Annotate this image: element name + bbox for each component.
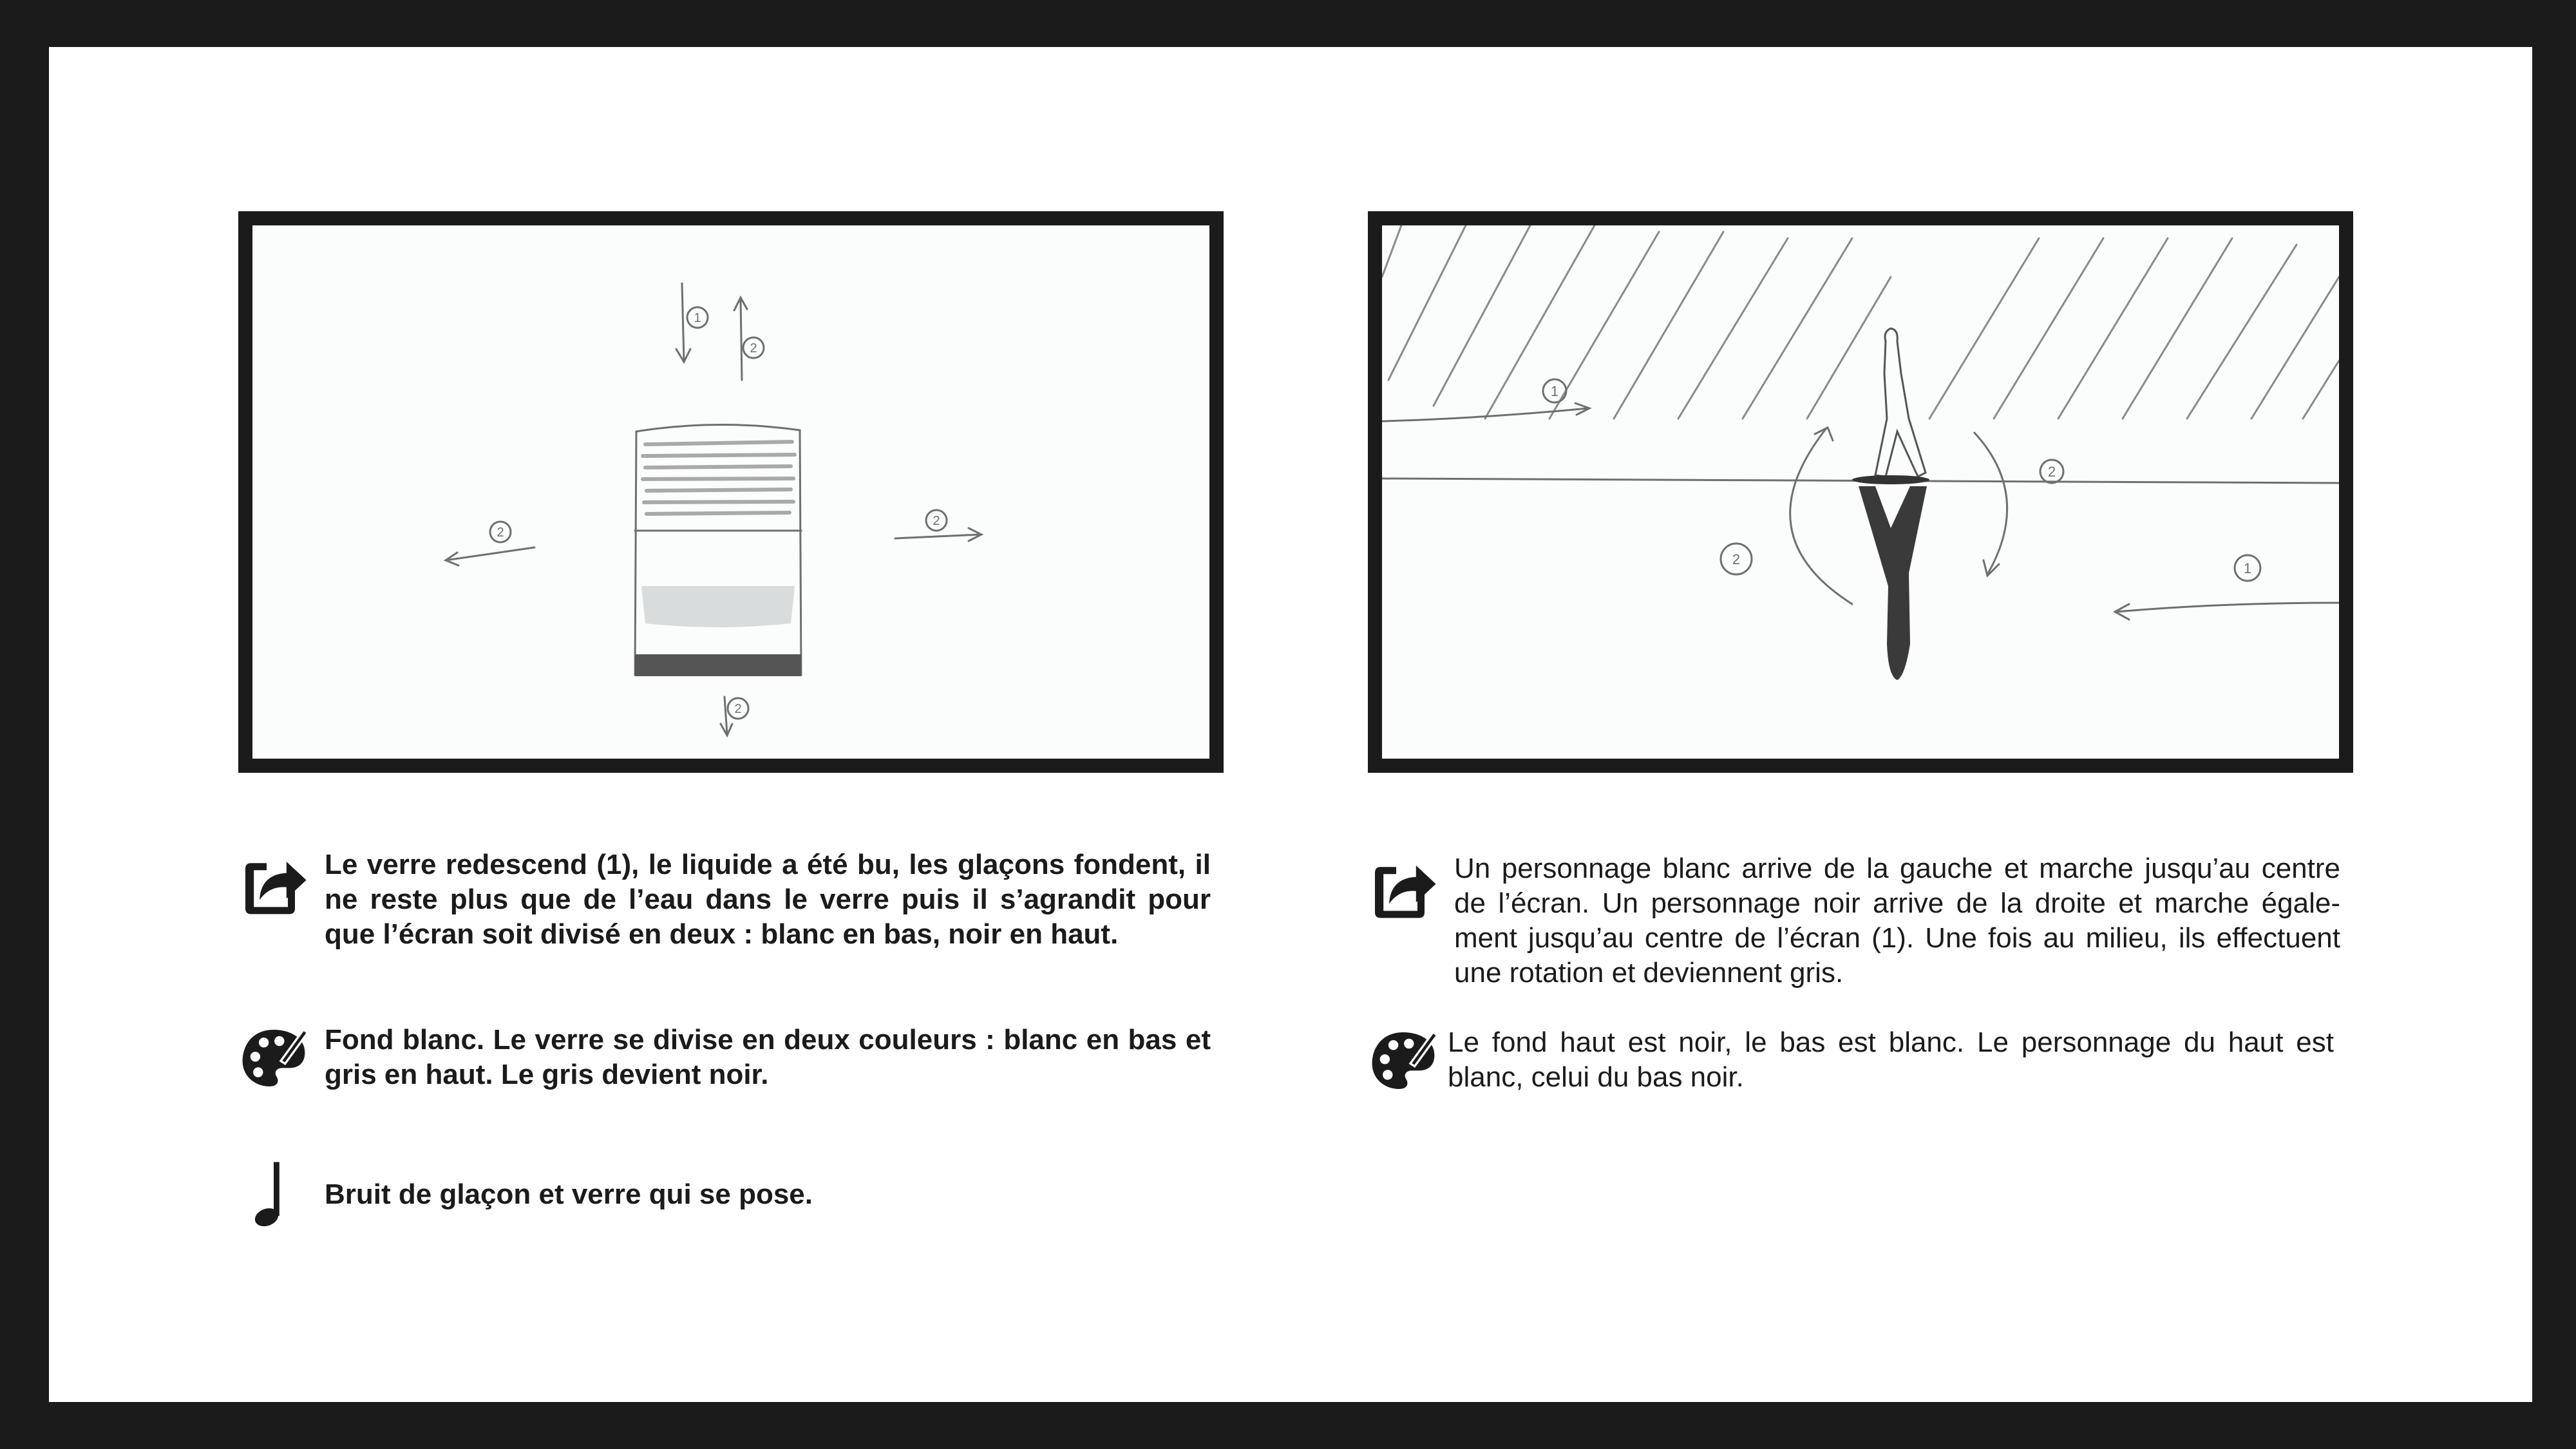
left-sound-row xyxy=(238,1159,1224,1230)
sketch-label: 2 xyxy=(2047,464,2056,480)
storyboard-panel-right xyxy=(1368,211,2353,773)
right-color-row xyxy=(1368,1025,2353,1096)
sketch-glass xyxy=(252,225,1209,759)
storyboard-panel-left xyxy=(238,211,1224,773)
share-arrow-icon xyxy=(1368,851,1439,922)
right-action-row xyxy=(1368,851,2353,990)
left-action-row xyxy=(238,848,1224,952)
right-color-text: Le fond haut est noir, le bas est blanc. Le personnage du haut est blanc, celui du bas noir. xyxy=(1448,1027,2334,1093)
sketch-label: 2 xyxy=(933,514,940,528)
sketch-label: 1 xyxy=(2243,560,2252,576)
right-action-text: Un personnage blanc arrive de la gauche et marche jusqu’au centre de l’écran. Un personnage noir arrive de la droite et marche également jusqu’au centre de l’écran (1). Une fois au milieu, ils effectuent une rotation et deviennent gris. xyxy=(1454,853,2340,989)
sketch-characters xyxy=(1382,225,2339,759)
left-color-row xyxy=(238,1023,1224,1094)
share-arrow-icon xyxy=(238,848,309,918)
palette-icon xyxy=(238,1023,309,1094)
sketch-label: 2 xyxy=(497,526,504,540)
sketch-label: 1 xyxy=(694,311,701,325)
left-color-text: Fond blanc. Le verre se divise en deux couleurs : blanc en bas et gris en haut. Le gris devient noir. xyxy=(325,1024,1211,1090)
characters-drawing xyxy=(1382,225,2339,759)
music-note-icon xyxy=(238,1159,309,1230)
sketch-label: 1 xyxy=(1550,383,1559,399)
sketch-label: 2 xyxy=(734,702,742,716)
sketch-label: 2 xyxy=(750,341,757,355)
sketch-label: 2 xyxy=(1732,551,1741,567)
left-action-text: Le verre redescend (1), le liquide a été bu, les glaçons fondent, il ne reste plus que de l’eau dans le verre puis il s’agrandit pour que l’écran soit divisé en deux : blanc en bas, noir en haut. xyxy=(325,849,1211,950)
palette-icon xyxy=(1368,1025,1439,1096)
left-sound-text: Bruit de glaçon et verre qui se pose. xyxy=(325,1179,813,1210)
glass-drawing xyxy=(252,225,1209,759)
